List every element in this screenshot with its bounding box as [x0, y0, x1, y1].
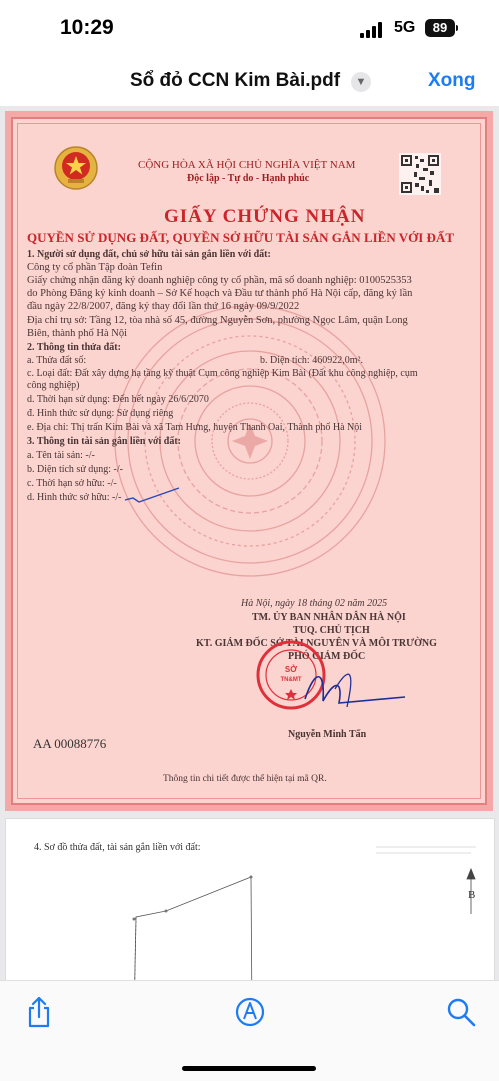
chevron-down-icon[interactable]: ▼ — [351, 72, 371, 92]
section-1-heading: 1. Người sử dụng đất, chủ sở hữu tài sản gắn liền với đất: — [27, 249, 271, 260]
owner-line: do Phòng Đăng ký kinh doanh – Sở Kế hoạch và Đầu tư thành phố Hà Nội cấp, đăng ký lần — [27, 288, 413, 299]
pdf-viewer[interactable] — [0, 106, 499, 980]
svg-text:TN&MT: TN&MT — [280, 677, 302, 683]
land-term: d. Thời hạn sử dụng: Đến hết ngày 26/6/2070 — [27, 394, 209, 405]
owner-line: Địa chỉ trụ sở: Tầng 12, tòa nhà số 45, đường Nguyễn Sơn, phường Ngọc Lâm, quận Long — [27, 315, 408, 326]
owner-line: Công ty cổ phần Tập đoàn Tefin — [27, 262, 163, 273]
share-icon[interactable] — [22, 995, 56, 1029]
owner-line: Biên, thành phố Hà Nội — [27, 328, 128, 339]
page-2-heading: 4. Sơ đồ thửa đất, tài sản gắn liền với đất: — [34, 842, 201, 853]
certificate-subtitle: QUYỀN SỬ DỤNG ĐẤT, QUYỀN SỞ HỮU TÀI SẢN GẮN LIỀN VỚI ĐẤT — [27, 230, 455, 245]
search-icon[interactable] — [444, 995, 478, 1029]
handwritten-mark — [123, 486, 183, 506]
signature — [295, 659, 415, 719]
north-arrow-label: B — [468, 889, 476, 901]
authority-line: KT. GIÁM ĐỐC SỞ TÀI NGUYÊN VÀ MÔI TRƯỜNG — [196, 638, 437, 649]
qr-code — [399, 153, 441, 195]
certificate-title: GIẤY CHỨNG NHẬN — [164, 206, 366, 227]
battery-level: 89 — [432, 20, 448, 35]
land-parcel-number: a. Thửa đất số: — [27, 355, 87, 366]
national-emblem-icon — [53, 145, 99, 191]
owner-line: đầu ngày 22/8/2007, đăng ký thay đổi lần thứ 16 ngày 09/9/2022 — [27, 301, 300, 312]
section-3-heading: 3. Thông tin tài sản gắn liền với đất: — [27, 436, 181, 447]
cellular-signal-icon — [360, 22, 386, 38]
navigation-bar — [0, 58, 499, 106]
document-title[interactable]: Sổ đỏ CCN Kim Bài.pdf — [130, 70, 341, 91]
asset-line: b. Diện tích sử dụng: -/- — [27, 464, 123, 475]
qr-note: Thông tin chi tiết được thể hiện tại mã QR. — [163, 774, 327, 784]
land-use-form: đ. Hình thức sử dụng: Sử dụng riêng — [27, 408, 174, 419]
authority-line: PHÓ GIÁM ĐỐC — [288, 651, 366, 662]
svg-text:SỞ: SỞ — [284, 665, 298, 674]
authority-line: TUQ. CHỦ TỊCH — [293, 625, 370, 636]
parcel-map-diagram — [6, 819, 494, 980]
asset-line: a. Tên tài sản: -/- — [27, 450, 95, 461]
done-button[interactable]: Xong — [428, 70, 476, 91]
signer-name: Nguyễn Minh Tấn — [288, 729, 367, 740]
asset-line: d. Hình thức sở hữu: -/- — [27, 492, 122, 503]
land-address: e. Địa chỉ: Thị trấn Kim Bài và xã Tam Hưng, huyện Thanh Oai, Thành phố Hà Nội — [27, 422, 363, 433]
country-header: CỘNG HÒA XÃ HỘI CHỦ NGHĨA VIỆT NAM — [138, 159, 356, 171]
certificate-serial: AA 00088776 — [33, 736, 107, 751]
motto-header: Độc lập - Tự do - Hạnh phúc — [187, 173, 310, 184]
status-bar — [0, 0, 499, 58]
owner-line: Giấy chứng nhận đăng ký doanh nghiệp công ty cổ phần, mã số doanh nghiệp: 0100525353 — [27, 275, 412, 286]
pdf-page-1 — [5, 111, 493, 811]
markup-icon[interactable] — [233, 995, 267, 1029]
network-type: 5G — [394, 19, 416, 36]
land-type: c. Loại đất: Đất xây dựng hạ tầng kỹ thuật Cụm công nghiệp Kim Bài (Đất khu công nghiệp, cụm — [27, 368, 418, 379]
status-time: 10:29 — [60, 16, 114, 39]
battery-icon — [425, 19, 455, 37]
authority-line: TM. ỦY BAN NHÂN DÂN HÀ NỘI — [252, 612, 406, 623]
pdf-page-2 — [5, 818, 495, 980]
issue-date: Hà Nội, ngày 18 tháng 02 năm 2025 — [241, 598, 388, 609]
land-area: b. Diện tích: 460922,0m². — [260, 355, 363, 366]
home-indicator — [182, 1066, 316, 1071]
land-type: công nghiệp) — [27, 380, 80, 391]
section-2-heading: 2. Thông tin thửa đất: — [27, 342, 121, 353]
asset-line: c. Thời hạn sở hữu: -/- — [27, 478, 117, 489]
